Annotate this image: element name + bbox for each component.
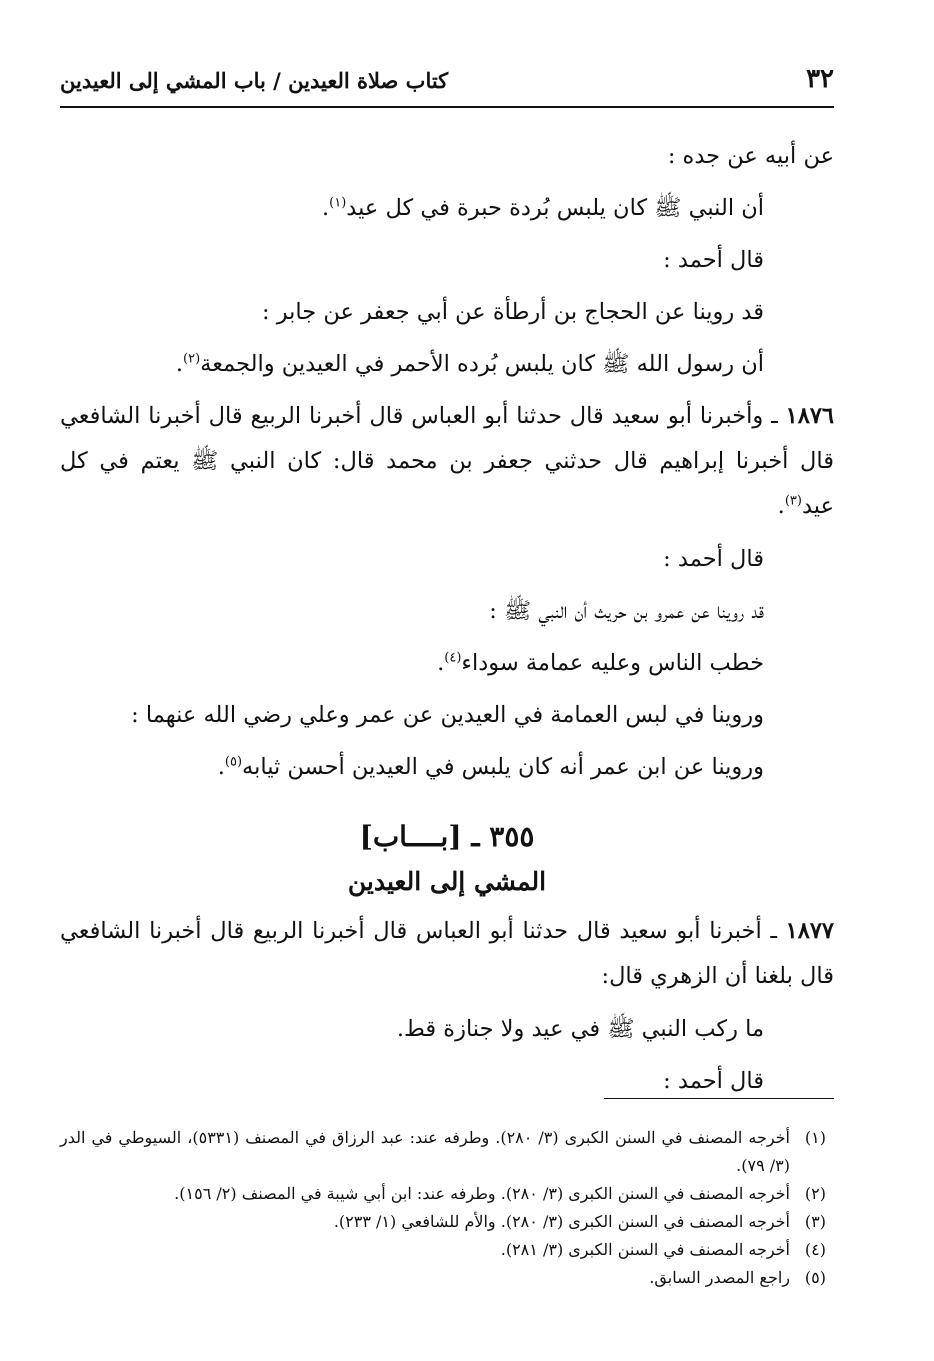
hadith-number: ١٨٧٦ [785, 403, 834, 429]
text-line: وروينا في لبس العمامة في العيدين عن عمر وعلي رضي الله عنهما : [131, 702, 764, 728]
footnotes [60, 1124, 826, 1292]
text-line: ما ركب النبي ﷺ في عيد ولا جنازة قط. [396, 1016, 764, 1042]
text-line: قد روينا عن الحجاج بن أرطأة عن أبي جعفر عن جابر : [262, 299, 764, 325]
text-line: أن النبي ﷺ كان يلبس بُردة حبرة في كل عيد$^{(١)}$. [321, 195, 764, 221]
chapter-number: ٣٥٥ ـ [بــــاب] [359, 820, 535, 853]
footnote-ref: (١) [329, 195, 347, 211]
footnote: (٣) أخرجه المصنف في السنن الكبرى (٣/ ٢٨٠). والأم للشافعي (١/ ٢٣٣). [333, 1212, 826, 1231]
running-title: كتاب صلاة العيدين / باب المشي إلى العيدين [60, 68, 449, 93]
chapter-title: المشي إلى العيدين [347, 867, 547, 896]
text-line: قال أحمد : [663, 1068, 764, 1094]
footnote-ref: (٢) [183, 351, 201, 367]
hadith-1877: ١٨٧٧ ـ أخبرنا أبو سعيد قال حدثنا أبو العباس قال أخبرنا الربيع قال أخبرنا الشافعي قال بلغنا أن الزهري قال: [60, 918, 834, 989]
footnote: (١) أخرجه المصنف في السنن الكبرى (٣/ ٢٨٠). وطرفه عند: عبد الرزاق في المصنف (٥٣٣١)، السيوطي في الدر (٣/ ٧٩). [60, 1128, 826, 1175]
main-text [60, 130, 834, 1107]
footnote-ref: (٥) [224, 754, 243, 770]
text-line: أن رسول الله ﷺ كان يلبس بُرده الأحمر في العيدين والجمعة$^{(٢)}$. [175, 351, 764, 377]
hadith-1876: ١٨٧٦ ـ وأخبرنا أبو سعيد قال حدثنا أبو العباس قال أخبرنا الربيع قال أخبرنا الشافعي قال أخبرنا إبراهيم قال حدثني جعفر بن محمد قال: كان النبي ﷺ يعتم في كل عيد$^{(٣)}$. [60, 403, 834, 519]
hadith-number: ١٨٧٧ [785, 918, 834, 944]
page-header [60, 62, 834, 108]
footnote-ref: (٤) [444, 650, 462, 666]
footnote: (٤) أخرجه المصنف في السنن الكبرى (٣/ ٢٨١). [500, 1240, 826, 1259]
footnote-divider [604, 1098, 834, 1099]
footnote: (٢) أخرجه المصنف في السنن الكبرى (٣/ ٢٨٠). وطرفه عند: ابن أبي شيبة في المصنف (٢/ ١٥٦). [174, 1184, 826, 1203]
text-line: وروينا عن ابن عمر أنه كان يلبس في العيدين أحسن ثيابه$^{(٥)}$. [217, 754, 764, 780]
text-line: قال أحمد : [663, 247, 764, 273]
text-line: قد روينا عن عمرو بن حريث أن النبي ﷺ : [489, 598, 764, 624]
text-line: خطب الناس وعليه عمامة سوداء$^{(٤)}$. [437, 650, 764, 676]
page-number: ٣٢ [806, 64, 834, 94]
footnote-ref: (٣) [784, 493, 802, 509]
text-line: عن أبيه عن جده : [667, 143, 834, 169]
footnote: (٥) راجع المصدر السابق. [649, 1268, 826, 1287]
text-line: قال أحمد : [663, 546, 764, 572]
